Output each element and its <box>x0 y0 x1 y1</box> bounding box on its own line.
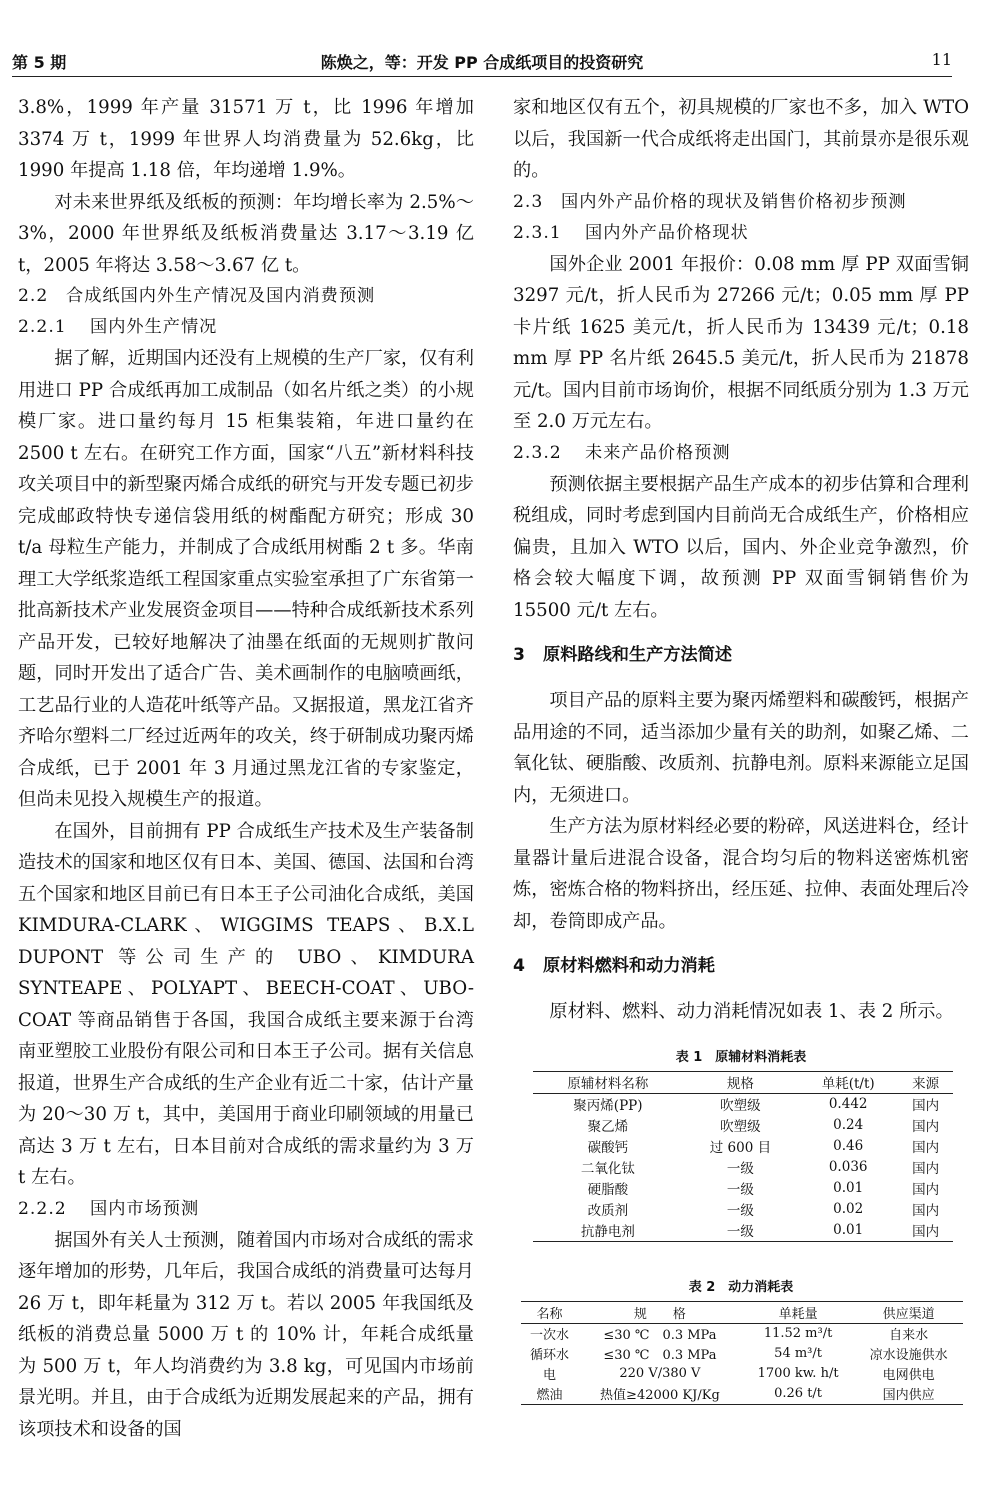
running-header <box>12 50 952 77</box>
section-number: 2.3 <box>513 191 544 212</box>
section-heading-2-2-2 <box>18 1194 474 1225</box>
table-cell: 聚乙烯 <box>587 1119 629 1135</box>
table-cell: 国内 <box>912 1098 940 1114</box>
paragraph: 对未来世界纸及纸板的预测：年均增长率为 2.5%～3%，2000 年世界纸及纸板消费量达 3.17～3.19 亿 t，2005 年将达 3.58～3.67 亿 t。 <box>18 191 474 276</box>
section-title: 合成纸国内外生产情况及国内消费预测 <box>66 286 376 306</box>
table-row <box>521 1344 963 1364</box>
section-number: 2.3.1 <box>513 222 562 243</box>
paragraph: 据了解，近期国内还没有上规模的生产厂家，仅有利用进口 PP 合成纸再加工成制品（如名片纸之类）的小规模厂家。进口量约每月 15 柜集装箱，年进口量约在 2500 t 左右。在研究工作方面，国家“八五”新材料科技攻关项目中的新型聚丙烯合成纸的研究与开发专题已初步完成邮政特快专递信袋用纸的树酯配方研究；形成 30 t/a 母粒生产能力，并制成了合成纸用树酯 2 t 多。华南理工大学纸浆造纸工程国家重点实验室承担了广东省第一批高新技术产业发展资金项目——特种合成纸新技术系列产品开发，已较好地解决了油墨在纸面的无规则扩散问题，同时开发出了适合广告、美术画制作的电脑喷画纸，工艺品行业的人造花叶纸等产品。又据报道，黑龙江省齐齐哈尔塑料二厂经过近两年的攻关，终于研制成功聚丙烯合成纸，已于 2001 年 3 月通过黑龙江省的专家鉴定，但尚未见投入规模生产的报道。 <box>18 348 474 810</box>
table-cell: 自来水 <box>889 1328 929 1343</box>
section-heading-2-3-1 <box>513 218 969 249</box>
table-header-row <box>533 1071 953 1093</box>
paragraph: 原材料、燃料、动力消耗情况如表 1、表 2 所示。 <box>549 1001 954 1022</box>
table-row <box>521 1384 963 1405</box>
column-header: 单耗(t/t) <box>821 1076 875 1092</box>
table-cell: 循环水 <box>529 1348 569 1363</box>
table-cell: 国内 <box>912 1119 940 1135</box>
table-cell: 国内 <box>912 1203 940 1219</box>
right-column <box>513 92 969 1405</box>
table-row <box>533 1178 953 1199</box>
paragraph: 3.8%，1999 年产量 31571 万 t，比 1996 年增加 3374 万 t，1999 年世界人均消费量为 52.6kg，比 1990 年提高 1.18 倍，年均递增 1.9%。 <box>18 97 474 181</box>
table-cell: 11.52 m³/t <box>763 1326 833 1341</box>
table-cell: 过 600 目 <box>709 1140 772 1156</box>
table-cell: 0.26 t/t <box>774 1386 823 1401</box>
column-header: 来源 <box>912 1076 940 1092</box>
column-header: 单耗量 <box>778 1306 818 1322</box>
section-number: 3 <box>513 645 525 665</box>
table-1-caption: 表 1 原辅材料消耗表 <box>675 1049 807 1065</box>
table-cell: 一级 <box>726 1182 754 1198</box>
table-cell: 吹塑级 <box>720 1119 761 1135</box>
paragraph: 生产方法为原材料经必要的粉碎，风送进料仓，经计量器计量后进混合设备，混合均匀后的物料送密炼机密炼，密炼合格的物料挤出，经压延、拉伸、表面处理后冷却，卷筒即成产品。 <box>513 816 969 932</box>
table-cell: 0.24 <box>833 1117 864 1133</box>
section-number: 2.2.2 <box>18 1198 67 1219</box>
table-cell: 国内 <box>912 1161 940 1177</box>
table-cell: 1700 kw. h/t <box>757 1366 839 1381</box>
table-cell: 0.442 <box>828 1096 868 1112</box>
section-title: 国内外产品价格现状 <box>585 222 749 243</box>
section-number: 2.2.1 <box>18 317 67 337</box>
table-cell: 一级 <box>726 1161 754 1177</box>
paragraph: 据国外有关人士预测，随着国内市场对合成纸的需求逐年增加的形势，几年后，我国合成纸的消费量可达每月 26 万 t，即年耗量为 312 万 t。若以 2005 年我国纸及纸板的消费总量 5000 万 t 的 10% 计，年耗合成纸量为 500 万 t，年人均消费约为 3.8 kg，可见国内市场前景光明。并且，由于合成纸为近期发展起来的产品，拥有该项技术和设备的国 <box>18 1229 474 1440</box>
table-1-raw-materials <box>533 1071 953 1242</box>
table-cell: 二氧化钛 <box>580 1161 635 1177</box>
paragraph: 国外企业 2001 年报价：0.08 mm 厚 PP 双面雪铜 3297 元/t，折人民币为 27266 元/t；0.05 mm 厚 PP 卡片纸 1625 美元/t，折人民币为 13439 元/t；0.18 mm 厚 PP 名片纸 2645.5 美元/t，折人民币为 21878 元/t。国内目前市场询价，根据不同纸质分别为 1.3 万元至 2.0 万元左右。 <box>513 253 969 432</box>
table-cell: 国内 <box>912 1224 940 1240</box>
column-header: 规格 <box>726 1076 754 1092</box>
paragraph: 预测依据主要根据产品生产成本的初步估算和合理利税组成，同时考虑到国内目前尚无合成纸生产，价格相应偏贵，且加入 WTO 以后，国内、外企业竞争激烈，价格会较大幅度下调，故预测 PP 双面雪铜销售价为 15500 元/t 左右。 <box>513 473 969 621</box>
table-cell: 一级 <box>726 1224 754 1240</box>
section-heading-2-2 <box>18 281 474 312</box>
table-cell: 0.01 <box>833 1180 864 1196</box>
section-title: 原材料燃料和动力消耗 <box>543 956 715 976</box>
table-row <box>521 1364 963 1384</box>
table-cell: ≤30 ℃ 0.3 MPa <box>603 1348 717 1363</box>
table-cell: 一级 <box>726 1203 754 1219</box>
table-cell: 0.02 <box>833 1201 864 1217</box>
paragraph: 家和地区仅有五个，初具规模的厂家也不多，加入 WTO 以后，我国新一代合成纸将走出国门，其前景亦是很乐观的。 <box>513 97 969 181</box>
paragraph: 在国外，目前拥有 PP 合成纸生产技术及生产装备制造技术的国家和地区仅有日本、美国、德国、法国和台湾五个国家和地区目前已有日本王子公司油化合成纸，美国 KIMDURA-CLARK、WIGGIMS TEAPS、B.X.L DUPONT 等公司生产的 UBO、KIMDURA SYNTEAPE、POLYAPT、BEECH-COAT、UBO-COAT 等商品销售于各国，我国合成纸主要来源于台湾南亚塑胶工业股份有限公司和日本王子公司。据有关信息报道，世界生产合成纸的生产企业有近二十家，估计产量为 20～30 万 t，其中，美国用于商业印刷领域的用量已高达 3 万 t 左右，日本目前对合成纸的需求量约为 3 万 t 左右。 <box>18 820 474 1188</box>
section-title: 国内外产品价格的现状及销售价格初步预测 <box>561 191 907 212</box>
section-heading-3 <box>513 640 969 671</box>
section-title: 国内外生产情况 <box>90 317 218 337</box>
section-number: 2.3.2 <box>513 442 562 463</box>
table-row <box>521 1323 963 1344</box>
section-number: 4 <box>513 956 525 976</box>
table-cell: 0.01 <box>833 1222 864 1238</box>
table-cell: 0.036 <box>828 1159 868 1175</box>
column-header: 供应渠道 <box>882 1306 935 1322</box>
table-row <box>533 1093 953 1115</box>
table-2-power-consumption <box>521 1301 963 1405</box>
table-cell: 燃油 <box>536 1388 563 1403</box>
left-column <box>18 92 474 1445</box>
column-header: 原辅材料名称 <box>567 1076 649 1092</box>
table-cell: 220 V/380 V <box>619 1366 701 1381</box>
section-title: 未来产品价格预测 <box>585 442 731 463</box>
table-cell: 国内供应 <box>882 1388 935 1403</box>
table-cell: 电 <box>542 1368 556 1383</box>
table-cell: 0.46 <box>833 1138 864 1154</box>
page-number: 11 <box>931 50 952 69</box>
section-heading-2-2-1 <box>18 312 474 343</box>
table-cell: 硬脂酸 <box>587 1182 629 1198</box>
table-row <box>533 1136 953 1157</box>
table-cell: 电网供电 <box>882 1368 935 1383</box>
section-title: 国内市场预测 <box>90 1198 200 1219</box>
section-title: 原料路线和生产方法简述 <box>543 645 733 665</box>
table-cell: 碳酸钙 <box>587 1140 629 1156</box>
table-row <box>533 1199 953 1220</box>
section-heading-2-3-2 <box>513 438 969 469</box>
table-cell: 聚丙烯(PP) <box>573 1098 643 1114</box>
table-cell: 国内 <box>912 1182 940 1198</box>
paragraph: 项目产品的原料主要为聚丙烯塑料和碳酸钙，根据产品用途的不同，适当添加少量有关的助剂，如聚乙烯、二氧化钛、硬脂酸、改质剂、抗静电剂。原料来源能立足国内，无须进口。 <box>513 690 969 806</box>
table-row <box>533 1220 953 1242</box>
table-cell: 改质剂 <box>587 1203 629 1219</box>
table-cell: 国内 <box>912 1140 940 1156</box>
table-cell: 吹塑级 <box>720 1098 761 1114</box>
column-header: 规 格 <box>633 1306 686 1322</box>
table-row <box>533 1115 953 1136</box>
running-title: 陈焕之，等：开发 PP 合成纸项目的投资研究 <box>320 53 644 72</box>
table-cell: 一次水 <box>529 1328 569 1343</box>
table-cell: 抗静电剂 <box>580 1224 635 1240</box>
table-2-caption: 表 2 动力消耗表 <box>688 1279 794 1295</box>
table-cell: 热值≥42000 KJ/Kg <box>600 1388 720 1403</box>
section-heading-4 <box>513 951 969 982</box>
table-row <box>533 1157 953 1178</box>
table-cell: 凉水设施供水 <box>869 1348 948 1363</box>
table-cell: 54 m³/t <box>774 1346 822 1361</box>
section-heading-2-3 <box>513 187 969 218</box>
table-cell: ≤30 ℃ 0.3 MPa <box>603 1328 717 1343</box>
table-header-row <box>521 1301 963 1323</box>
issue-number: 第 5 期 <box>12 53 67 72</box>
column-header: 名称 <box>536 1306 563 1322</box>
section-number: 2.2 <box>18 286 49 306</box>
